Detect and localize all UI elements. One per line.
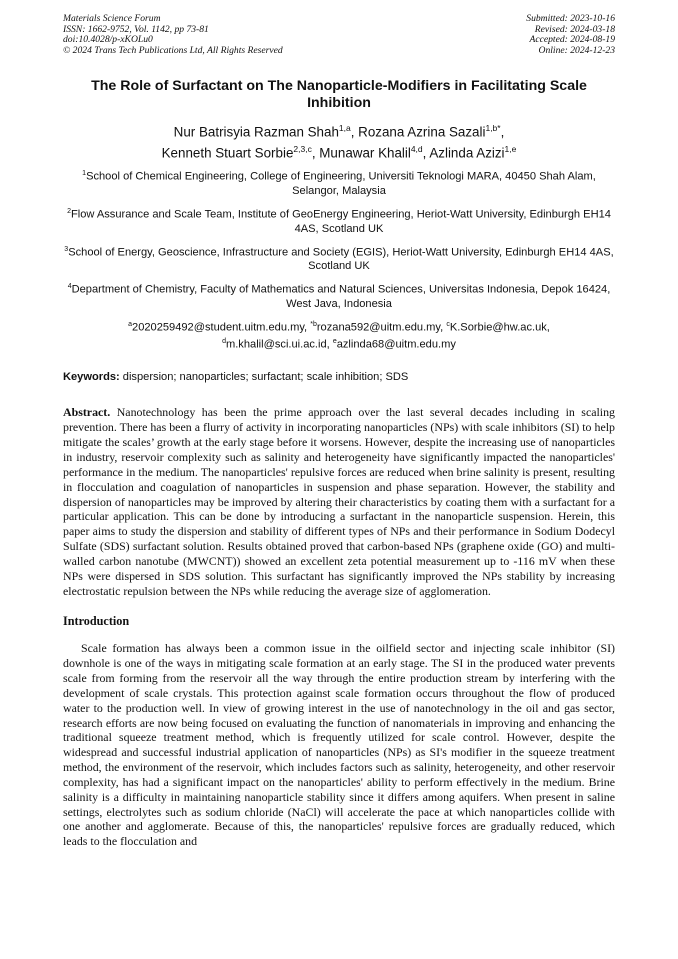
affiliation-text: Department of Chemistry, Faculty of Mathematics and Natural Sciences, Universitas Indonesia, Depok 16424, West Java, Indonesia [71, 284, 611, 311]
keywords-text: dispersion; nanoparticles; surfactant; scale inhibition; SDS [119, 371, 409, 384]
affiliation-sup: 1 [82, 170, 87, 178]
email-link[interactable]: K.Sorbie@hw.ac.uk, [449, 321, 550, 334]
author-sup: 4,d [410, 143, 423, 154]
affiliation-text: School of Chemical Engineering, College of Engineering, Universiti Teknologi MARA, 40450 Shah Alam, Selangor, Malaysia [86, 171, 596, 197]
email-sup: e [332, 337, 337, 345]
issn: ISSN: 1662-9752, Vol. 1142, pp 73-81 [63, 23, 209, 35]
page-header [63, 14, 615, 56]
submitted-date: Submitted: 2023-10-16 [526, 13, 615, 24]
email-link[interactable]: 2020259492@student.uitm.edu.my, [132, 321, 311, 334]
email-sup: *b [310, 321, 317, 329]
author-separator: , [350, 124, 359, 140]
keywords-label: Keywords: [63, 371, 120, 384]
author-sup: 1,e [504, 143, 517, 154]
affiliation-text: Flow Assurance and Scale Team, Institute of GeoEnergy Engineering, Heriot-Watt University, Edinburgh EH14 4AS, Scotland UK [70, 208, 611, 235]
abstract [63, 405, 615, 598]
author-name: Nur Batrisyia Razman Shah [173, 124, 339, 140]
author-sup: 1,b* [485, 123, 501, 134]
journal-name: Materials Science Forum [63, 13, 161, 24]
email-link[interactable]: rozana592@uitm.edu.my, [316, 321, 447, 334]
email-link[interactable]: azlinda68@uitm.edu.my [336, 338, 456, 351]
author-sup: 2,3,c [293, 143, 312, 154]
author-sup: 1,a [338, 123, 351, 134]
author-name: Rozana Azrina Sazali [358, 124, 486, 140]
author-emails [63, 318, 615, 351]
author-name: Azlinda Azizi [429, 145, 505, 161]
affiliation-sup: 4 [67, 283, 72, 291]
affiliation-2 [63, 205, 615, 236]
author-list [63, 120, 615, 161]
introduction-heading: Introduction [63, 614, 130, 629]
revised-date: Revised: 2024-03-18 [534, 23, 615, 35]
affiliations [63, 167, 615, 311]
dates-info [526, 14, 615, 56]
keywords [63, 371, 615, 383]
online-date: Online: 2024-12-23 [538, 44, 615, 56]
accepted-date: Accepted: 2024-08-19 [529, 34, 615, 46]
abstract-text: Nanotechnology has been the prime approach over the last several decades including in scaling prevention. There has been a flurry of activity in incorporating nanoparticles (NPs) with scale inhibitors (SI) to help mitigate the scales’ growth at the early stage before it worsens. However, despite the increasing use of nanoparticles in industry, reservoir complexity such as salinity and heterogeneity have significantly impacted the nanoparticles' performance in the medium. The nanoparticles' repulsive forces are reduced when brine salinity is present, resulting in flocculation and coagulation of nanoparticles in suspension and phase separation. However, the stability and dispersion of nanoparticles may be improved by altering their characteristics by coating them with a surfactant for a particular application. This can be done by introducing a surfactant in the nanoparticle suspension. Herein, this paper aims to study the dispersion and stability of different types of NPs and their performance in Sodium Dodecyl Sulfate (SDS) surfactant solution. Results obtained proved that carbon-based NPs (graphene oxide (GO) and multi-walled carbon nanotube (MWCNT)) showed an excellent zeta potential measurement up to -116 mV when these NPs were dispersed in SDS solution. This surfactant has significantly improved the NPs stability by increasing electrostatic repulsion between the NPs while reducing the average size of agglomeration. [63, 405, 615, 598]
affiliation-3 [63, 243, 615, 274]
author-name: Munawar Khalil [319, 145, 411, 161]
email-link[interactable]: m.khalil@sci.ui.ac.id, [225, 338, 333, 351]
email-sup: c [446, 321, 450, 329]
author-name: Kenneth Stuart Sorbie [161, 145, 294, 161]
introduction-text: Scale formation has always been a common issue in the oilfield sector and injecting scale inhibitor (SI) downhole is one of the ways in mitigating scale formation at an early stage. The SI in the produced water prevents scale from forming from the reservoir all the way through the entire production stream by interfering with the development of scale crystals. This protection against scale formation occurs throughout the flow of produced water to the production well. In view of growing interest in the use of nanotechnology in the oil and gas sector, research efforts are now being focused on evaluating the function of nanomaterials in improving and enhancing the traditional squeeze treatment method, which is frequently utilized for scale control. However, despite the widespread and successful industrial application of nanoparticles (NPs) as SI's modifier in the squeeze treatment method, the environment of the reservoir, which includes factors such as salinity, heterogeneity, and other reservoir complexity, has had a significant impact on the nanoparticles' ability to perform effectively in the medium. Brine salinity is a difficulty in maintaining nanoparticle stability since it differs among aquifers. When present in saline settings, electrolytes such as sodium chloride (NaCl) will accelerate the pace at which nanoparticles collide with one another and agglomerate. Because of this, the nanoparticles' repulsive forces are gradually reduced, which leads to the flocculation and [63, 641, 615, 849]
author-separator: , [311, 145, 320, 161]
journal-info [63, 14, 283, 56]
copyright: © 2024 Trans Tech Publications Ltd, All Rights Reserved [63, 44, 283, 56]
email-line-2 [63, 335, 615, 352]
affiliation-1 [63, 167, 615, 198]
affiliation-text: School of Energy, Geoscience, Infrastructure and Society (EGIS), Heriot-Watt University, Edinburgh EH14 4AS, Scotland UK [68, 246, 614, 273]
author-line-2 [63, 141, 615, 161]
author-separator: , [422, 145, 430, 161]
paper-title: The Role of Surfactant on The Nanoparticle-Modifiers in Facilitating Scale Inhibition [91, 78, 587, 112]
author-separator: , [500, 124, 505, 140]
doi: doi:10.4028/p-xKOLu0 [63, 34, 153, 46]
abstract-label: Abstract. [63, 405, 111, 420]
affiliation-sup: 2 [67, 208, 71, 215]
affiliation-sup: 3 [64, 245, 69, 253]
email-line-1 [63, 318, 615, 335]
email-sup: d [222, 337, 226, 345]
email-sup: a [128, 321, 133, 329]
author-line-1 [63, 120, 615, 140]
affiliation-4 [63, 280, 615, 311]
